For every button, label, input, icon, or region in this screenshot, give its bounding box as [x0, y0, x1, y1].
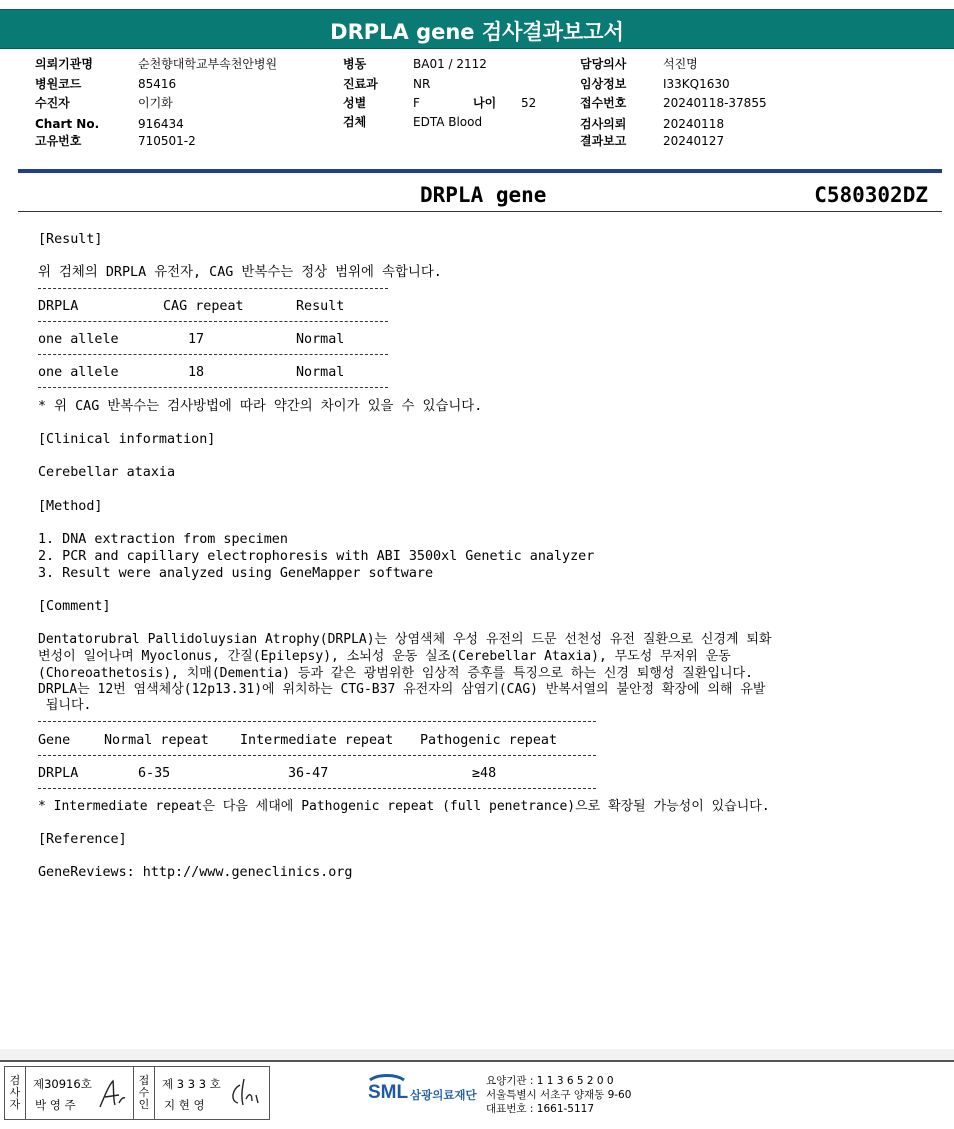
table-cell: 18 — [188, 365, 205, 380]
repeat-note: * Intermediate repeat은 다음 세대에 Pathogenic repeat (full penetrance)으로 확장될 가능성이 있습니다. — [38, 799, 770, 814]
tester-signature — [97, 1077, 129, 1111]
info-label: 나이 — [473, 96, 497, 110]
info-label: 성별 — [343, 96, 367, 110]
comment-line: 변성이 일어나며 Myoclonus, 간질(Epilepsy), 소뇌성 운동 실조(Cerebellar Ataxia), 무도성 무저위 운동 — [38, 649, 731, 664]
clinical-text: Cerebellar ataxia — [38, 465, 176, 480]
info-label: 진료과 — [343, 77, 378, 91]
comment-line: 됩니다. — [38, 698, 92, 713]
info-label: 병원코드 — [35, 77, 82, 91]
info-value: 20240118 — [663, 117, 725, 131]
info-value: 916434 — [138, 117, 184, 131]
tester-signature-box — [4, 1066, 134, 1120]
table-header-cell: Pathogenic repeat — [420, 733, 558, 748]
table-cell: Normal — [296, 332, 345, 347]
table-cell: ≥48 — [472, 766, 497, 781]
table-rule — [38, 788, 596, 789]
info-value: 85416 — [138, 77, 177, 91]
table-header-cell: CAG repeat — [163, 299, 244, 314]
result-note: * 위 CAG 반복수는 검사방법에 따라 약간의 차이가 있을 수 있습니다. — [38, 399, 483, 414]
info-label: 임상정보 — [580, 77, 627, 91]
table-cell: one allele — [38, 332, 119, 347]
receiver-signature — [226, 1075, 264, 1111]
tester-license: 제30916호 — [33, 1077, 92, 1091]
section-heading-method: [Method] — [38, 499, 103, 514]
logo-text: SML — [368, 1082, 409, 1103]
section-heading-comment: [Comment] — [38, 599, 111, 614]
info-value: BA01 / 2112 — [413, 57, 487, 71]
table-cell: 17 — [188, 332, 205, 347]
section-heading-reference: [Reference] — [38, 832, 127, 847]
info-label: 검체 — [343, 115, 367, 129]
method-item: 3. Result were analyzed using GeneMapper software — [38, 566, 434, 581]
info-label: 접수번호 — [580, 96, 627, 110]
info-value: 이기화 — [138, 96, 173, 110]
comment-line: (Choreoathetosis), 치매(Dementia) 등과 같은 광범위한 임상적 증후를 특징으로 하는 신경 퇴행성 질환입니다. — [38, 666, 753, 681]
contact-line: 서울특별시 서초구 양재동 9-60 — [486, 1089, 632, 1101]
info-value: 20240118-37855 — [663, 96, 767, 110]
tester-label: 검 사 자 — [9, 1074, 21, 1111]
table-rule — [38, 321, 388, 322]
info-value: NR — [413, 77, 431, 91]
info-label: 검사의뢰 — [580, 117, 627, 131]
method-item: 1. DNA extraction from specimen — [38, 532, 288, 547]
report-title-bar — [0, 9, 954, 49]
result-summary: 위 검체의 DRPLA 유전자, CAG 반복수는 정상 범위에 속합니다. — [38, 265, 442, 280]
reference-link[interactable]: GeneReviews: http://www.geneclinics.org — [38, 865, 353, 880]
table-cell: Normal — [296, 365, 345, 380]
report-title: DRPLA gene 검사결과보고서 — [330, 20, 624, 44]
table-header-cell: Normal repeat — [104, 733, 209, 748]
info-label: 담당의사 — [580, 57, 627, 71]
receiver-name: 지 현 영 — [164, 1098, 205, 1112]
info-value: I33KQ1630 — [663, 77, 730, 91]
tester-name: 박 영 주 — [35, 1098, 76, 1112]
comment-line: Dentatorubral Pallidoluysian Atrophy(DRPLA)는 상염색체 우성 유전의 드문 선천성 유전 질환으로 신경계 퇴화 — [38, 632, 772, 647]
info-label: 병동 — [343, 57, 367, 71]
table-rule — [38, 387, 388, 388]
info-label: 의뢰기관명 — [35, 57, 93, 71]
info-label: Chart No. — [35, 117, 100, 131]
table-header-cell: Intermediate repeat — [240, 733, 394, 748]
section-heading-clinical: [Clinical information] — [38, 432, 216, 447]
info-value: 석진명 — [663, 57, 698, 71]
footer-rule — [0, 1060, 954, 1062]
info-value: F — [413, 96, 420, 110]
info-label: 고유번호 — [35, 134, 82, 148]
receiver-signature-box — [133, 1066, 270, 1120]
table-cell: 6-35 — [138, 766, 171, 781]
table-rule — [38, 721, 596, 722]
divider — [18, 211, 942, 212]
table-rule — [38, 288, 388, 289]
receiver-label: 접 수 인 — [138, 1074, 150, 1111]
info-value: 20240127 — [663, 134, 725, 148]
test-name: DRPLA gene — [420, 183, 547, 207]
org-name: 삼광의료재단 — [410, 1088, 477, 1102]
comment-line: DRPLA는 12번 염색체상(12p13.31)에 위치하는 CTG-B37 유전자의 삼염기(CAG) 반복서열의 불안정 확장에 의해 유발 — [38, 682, 766, 697]
info-value: EDTA Blood — [413, 115, 483, 129]
table-rule — [38, 354, 388, 355]
info-value: 710501-2 — [138, 134, 196, 148]
section-heading-result: [Result] — [38, 232, 103, 247]
contact-line: 요양기관 : 1 1 3 6 5 2 0 0 — [486, 1075, 614, 1087]
info-value: 52 — [521, 96, 537, 110]
info-label: 결과보고 — [580, 134, 627, 148]
receiver-license: 제 3 3 3 호 — [162, 1077, 221, 1091]
test-code: C580302DZ — [814, 183, 928, 207]
table-rule — [38, 755, 596, 756]
contact-line: 대표번호 : 1661-5117 — [486, 1103, 595, 1115]
table-header-cell: DRPLA — [38, 299, 79, 314]
info-value: 순천향대학교부속천안병원 — [138, 57, 278, 71]
sml-logo — [366, 1072, 408, 1108]
info-label: 수진자 — [35, 96, 70, 110]
method-item: 2. PCR and capillary electrophoresis with ABI 3500xl Genetic analyzer — [38, 549, 595, 564]
table-cell: 36-47 — [288, 766, 329, 781]
table-header-cell: Gene — [38, 733, 71, 748]
table-cell: DRPLA — [38, 766, 79, 781]
table-header-cell: Result — [296, 299, 345, 314]
title-rule — [18, 169, 942, 173]
table-cell: one allele — [38, 365, 119, 380]
